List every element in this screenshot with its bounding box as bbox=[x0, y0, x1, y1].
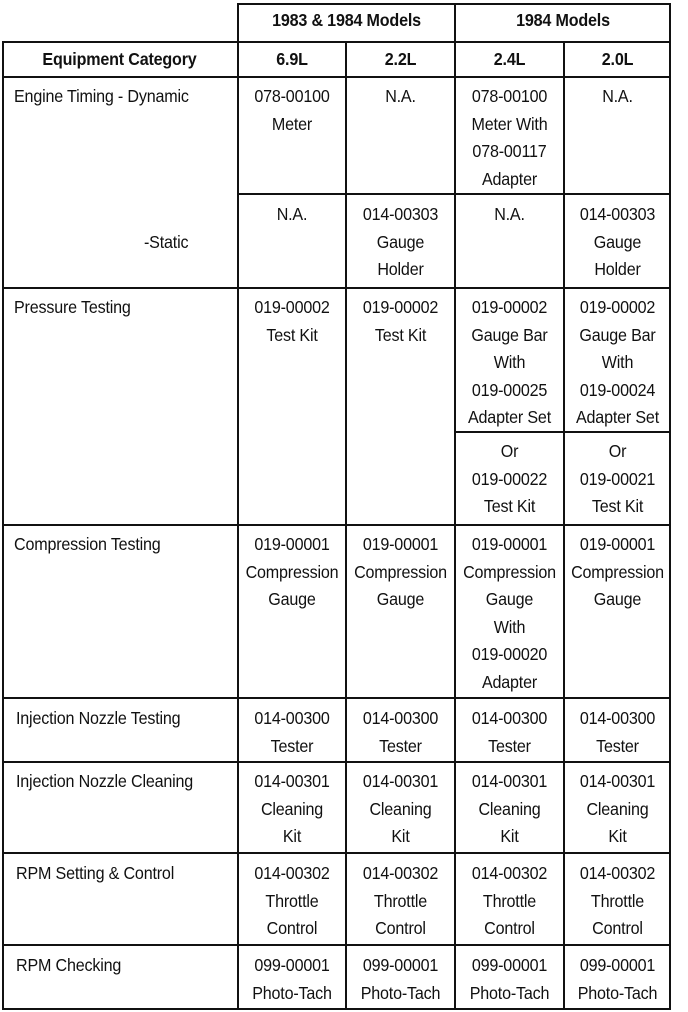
cell-rpm-checking-2-4l: 099-00001 Photo-Tach bbox=[469, 955, 550, 1003]
cell-rpm-setting-2-0l: 014-00302 Throttle Control bbox=[579, 863, 656, 938]
row-label-rpm-setting: RPM Setting & Control bbox=[16, 863, 175, 883]
cell-rpm-setting-2-4l: 014-00302 Throttle Control bbox=[471, 863, 548, 938]
cell-dynamic-2-2l: N.A. bbox=[385, 86, 416, 106]
cell-static-2-4l: N.A. bbox=[494, 204, 525, 224]
cell-pressure-2-0l: 019-00002 Gauge Bar With 019-00024 Adapter Set bbox=[575, 297, 660, 427]
cell-nozzle-clean-2-2l: 014-00301 Cleaning Kit bbox=[362, 771, 439, 846]
cell-compression-6-9l: 019-00001 Compression Gauge bbox=[245, 534, 339, 609]
cell-nozzle-test-2-2l: 014-00300 Tester bbox=[362, 708, 439, 756]
rule-col2 bbox=[345, 41, 347, 1010]
cell-compression-2-4l: 019-00001 Compression Gauge With 019-00020 Adapter bbox=[463, 534, 556, 692]
rule-pressure-bottom bbox=[2, 524, 671, 526]
header-engine-2-4l: 2.4L bbox=[493, 49, 526, 69]
cell-pressure-2-2l: 019-00002 Test Kit bbox=[362, 297, 439, 345]
rule-nozzle-clean-bottom bbox=[2, 852, 671, 854]
header-group-1983-1984: 1983 & 1984 Models bbox=[272, 10, 421, 30]
header-group-1984: 1984 Models bbox=[516, 10, 610, 30]
cell-nozzle-test-2-4l: 014-00300 Tester bbox=[471, 708, 548, 756]
header-engine-2-0l: 2.0L bbox=[601, 49, 634, 69]
rule-col1 bbox=[237, 3, 239, 1010]
rule-right bbox=[669, 3, 671, 1010]
cell-compression-2-0l: 019-00001 Compression Gauge bbox=[571, 534, 664, 609]
rule-compression-bottom bbox=[2, 697, 671, 699]
cell-static-2-2l: 014-00303 Gauge Holder bbox=[362, 204, 439, 279]
row-label-pressure-testing: Pressure Testing bbox=[14, 297, 131, 317]
row-label-engine-timing: Engine Timing - Dynamic bbox=[14, 86, 189, 106]
cell-rpm-setting-2-2l: 014-00302 Throttle Control bbox=[362, 863, 439, 938]
rule-col3 bbox=[454, 3, 456, 1010]
cell-nozzle-test-6-9l: 014-00300 Tester bbox=[254, 708, 330, 756]
cell-nozzle-test-2-0l: 014-00300 Tester bbox=[579, 708, 656, 756]
cell-rpm-checking-2-2l: 099-00001 Photo-Tach bbox=[360, 955, 441, 1003]
rule-left bbox=[2, 41, 4, 1010]
cell-rpm-checking-2-0l: 099-00001 Photo-Tach bbox=[577, 955, 658, 1003]
rule-header-bottom bbox=[2, 76, 671, 78]
cell-rpm-checking-6-9l: 099-00001 Photo-Tach bbox=[252, 955, 332, 1003]
cell-pressure-alt-2-4l: Or 019-00022 Test Kit bbox=[471, 441, 548, 516]
header-engine-6-9l: 6.9L bbox=[276, 49, 308, 69]
cell-dynamic-6-9l: 078-00100 Meter bbox=[254, 86, 330, 134]
cell-dynamic-2-0l: N.A. bbox=[602, 86, 633, 106]
rule-bottom bbox=[2, 1008, 671, 1010]
rule-rpm-setting-bottom bbox=[2, 944, 671, 946]
row-label-injection-nozzle-cleaning: Injection Nozzle Cleaning bbox=[16, 771, 194, 791]
cell-nozzle-clean-2-4l: 014-00301 Cleaning Kit bbox=[471, 771, 548, 846]
rule-nozzle-test-bottom bbox=[2, 761, 671, 763]
header-equipment-category: Equipment Category bbox=[42, 49, 197, 69]
row-label-static: -Static bbox=[144, 232, 189, 252]
row-label-compression-testing: Compression Testing bbox=[14, 534, 161, 554]
cell-pressure-alt-2-0l: Or 019-00021 Test Kit bbox=[579, 441, 656, 516]
cell-pressure-2-4l: 019-00002 Gauge Bar With 019-00025 Adapter Set bbox=[467, 297, 552, 427]
cell-compression-2-2l: 019-00001 Compression Gauge bbox=[354, 534, 447, 609]
cell-static-6-9l: N.A. bbox=[276, 204, 308, 224]
row-label-injection-nozzle-testing: Injection Nozzle Testing bbox=[16, 708, 181, 728]
rule-static-bottom bbox=[2, 287, 671, 289]
row-label-rpm-checking: RPM Checking bbox=[16, 955, 122, 975]
rule-header-group bbox=[2, 41, 671, 43]
cell-static-2-0l: 014-00303 Gauge Holder bbox=[579, 204, 656, 279]
cell-nozzle-clean-2-0l: 014-00301 Cleaning Kit bbox=[579, 771, 656, 846]
cell-dynamic-2-4l: 078-00100 Meter With 078-00117 Adapter bbox=[471, 86, 548, 189]
cell-nozzle-clean-6-9l: 014-00301 Cleaning Kit bbox=[254, 771, 330, 846]
rule-col4 bbox=[563, 41, 565, 1010]
header-engine-2-2l: 2.2L bbox=[384, 49, 417, 69]
cell-rpm-setting-6-9l: 014-00302 Throttle Control bbox=[254, 863, 330, 938]
cell-pressure-6-9l: 019-00002 Test Kit bbox=[254, 297, 330, 345]
